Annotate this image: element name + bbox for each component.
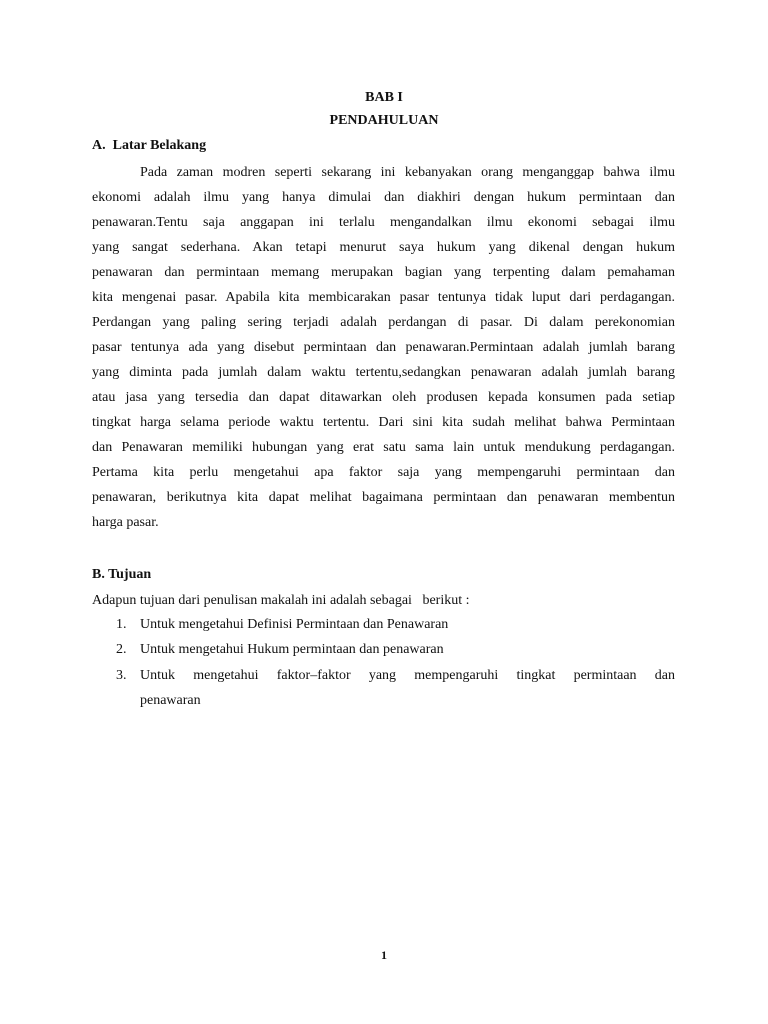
list-item-number: 3.: [116, 668, 127, 683]
list-item-text: Untuk mengetahui faktor–faktor yang mempengaruhi tingkat permintaan dan: [140, 668, 675, 683]
section-a-heading: A. Latar Belakang: [92, 138, 207, 153]
section-b-intro: Adapun tujuan dari penulisan makalah ini adalah sebagai berikut :: [92, 593, 470, 608]
list-item-text: Untuk mengetahui Definisi Permintaan dan Penawaran: [140, 617, 449, 632]
paragraph-line: Perdangan yang paling sering terjadi adalah perdangan di pasar. Di dalam perekonomian: [92, 315, 675, 330]
paragraph-line: dan Penawaran memiliki hubungan yang erat satu sama lain untuk mendukung perdagangan.: [92, 440, 675, 455]
chapter-label: BAB I: [365, 90, 403, 105]
paragraph-line: harga pasar.: [92, 515, 159, 530]
paragraph-line: Pertama kita perlu mengetahui apa faktor saja yang mempengaruhi permintaan dan: [92, 465, 675, 480]
paragraph-line: ekonomi adalah ilmu yang hanya dimulai dan diakhiri dengan hukum permintaan dan: [92, 190, 675, 205]
paragraph-line: yang diminta pada jumlah dalam waktu tertentu,sedangkan penawaran adalah jumlah barang: [92, 365, 675, 380]
page-number: 1: [381, 948, 387, 962]
paragraph-line: tingkat harga selama periode waktu tertentu. Dari sini kita sudah melihat bahwa Permintaan: [92, 415, 675, 430]
list-item-number: 1.: [116, 617, 127, 632]
list-item-continuation: penawaran: [140, 693, 201, 708]
paragraph-line: penawaran dan permintaan memang merupakan bagian yang terpenting dalam pemahaman: [92, 265, 675, 280]
paragraph-line: Pada zaman modren seperti sekarang ini kebanyakan orang menganggap bahwa ilmu: [140, 165, 675, 180]
list-item-number: 2.: [116, 642, 127, 657]
paragraph-line: atau jasa yang tersedia dan dapat ditawarkan oleh produsen kepada konsumen pada setiap: [92, 390, 675, 405]
paragraph-line: yang sangat sederhana. Akan tetapi menurut saya hukum yang dikenal dengan hukum: [92, 240, 675, 255]
paragraph-line: penawaran.Tentu saja anggapan ini terlalu mengandalkan ilmu ekonomi sebagai ilmu: [92, 215, 675, 230]
section-b-heading: B. Tujuan: [92, 567, 152, 582]
chapter-title: PENDAHULUAN: [329, 113, 439, 128]
list-item-text: Untuk mengetahui Hukum permintaan dan penawaran: [140, 642, 444, 657]
paragraph-line: pasar tentunya ada yang disebut permintaan dan penawaran.Permintaan adalah jumlah barang: [92, 340, 675, 355]
paragraph-line: penawaran, berikutnya kita dapat melihat bagaimana permintaan dan penawaran membentun: [92, 490, 675, 505]
paragraph-line: kita mengenai pasar. Apabila kita membicarakan pasar tentunya tidak luput dari perdagangan.: [92, 290, 675, 305]
